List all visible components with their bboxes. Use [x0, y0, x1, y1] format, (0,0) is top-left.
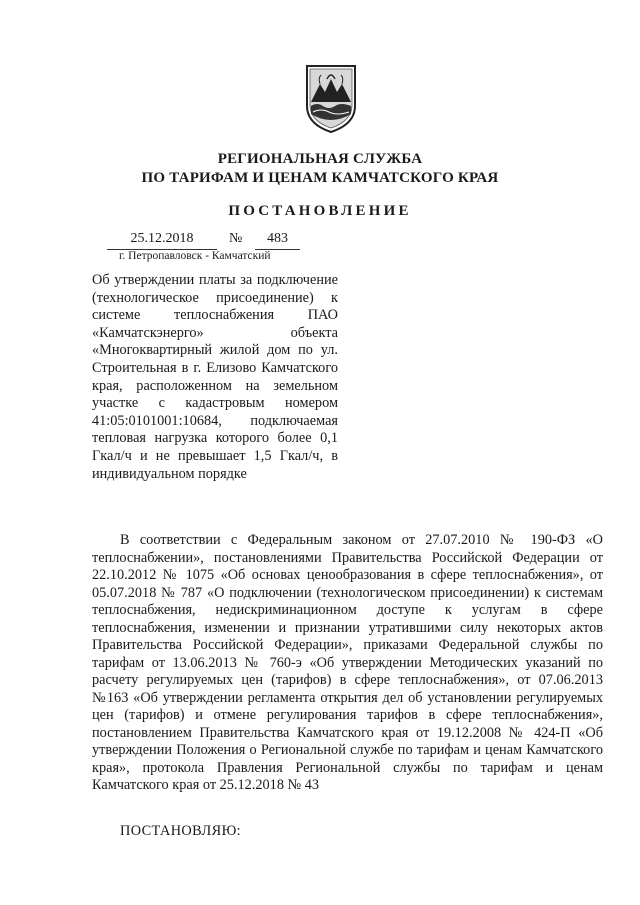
org-name-line1: РЕГИОНАЛЬНАЯ СЛУЖБА [217, 151, 423, 167]
kamchatka-coat-of-arms-icon [303, 62, 359, 134]
preamble-paragraph: В соответствии с Федеральным законом от 27.07.2010 № 190-ФЗ «О теплоснабжении», постановлениями Правительства Российской Федерации от 22.10.2012 № 1075 «Об основах ценообразования в сфере теплоснабжения», от 05.07.2018 № 787 «О подключении (технологическом присоединении) к системам теплоснабжения, недискриминационном доступе к услугам в сфере теплоснабжения, изменении и признании утратившими силу некоторых актов Правительства Российской Федерации», приказами Федеральной службы по тарифам от 13.06.2013 № 760-э «Об утверждении Методических указаний по расчету регулируемых цен (тарифов) в сфере теплоснабжения», от 07.06.2013 №163 «Об утверждении регламента открытия дел об установлении регулируемых цен (тарифов) и отмене регулирования тарифов в сфере теплоснабжения», постановлением Правительства Камчатского края от 19.12.2008 № 424-П «Об утверждении Положения о Региональной службе по тарифам и ценам Камчатского края», протокола Правления Региональной службы по тарифам и ценам Камчатского края от 25.12.2018 № 43 [92, 532, 603, 793]
city-name: г. Петропавловск - Камчатский [119, 250, 271, 262]
registration-date: 25.12.2018 [107, 231, 217, 250]
number-sign: № [229, 231, 243, 246]
decree-heading: ПОСТАНОВЛЯЮ: [120, 823, 242, 839]
registration-number: 483 [255, 231, 300, 250]
org-name-line2: ПО ТАРИФАМ И ЦЕНАМ КАМЧАТСКОГО КРАЯ [141, 170, 499, 186]
document-type-title: ПОСТАНОВЛЕНИЕ [228, 203, 412, 219]
document-subject: Об утверждении платы за подключение (технологическое присоединение) к системе теплоснабжения ПАО «Камчатскэнерго» объекта «Многоквартирный жилой дом по ул. Строительная в г. Елизово Камчатского края, расположенном на земельном участке с кадастровым номером 41:05:0101001:10684, подключаемая тепловая нагрузка которого более 0,1 Гкал/ч и не превышает 1,5 Гкал/ч, в индивидуальном порядке [92, 272, 338, 482]
